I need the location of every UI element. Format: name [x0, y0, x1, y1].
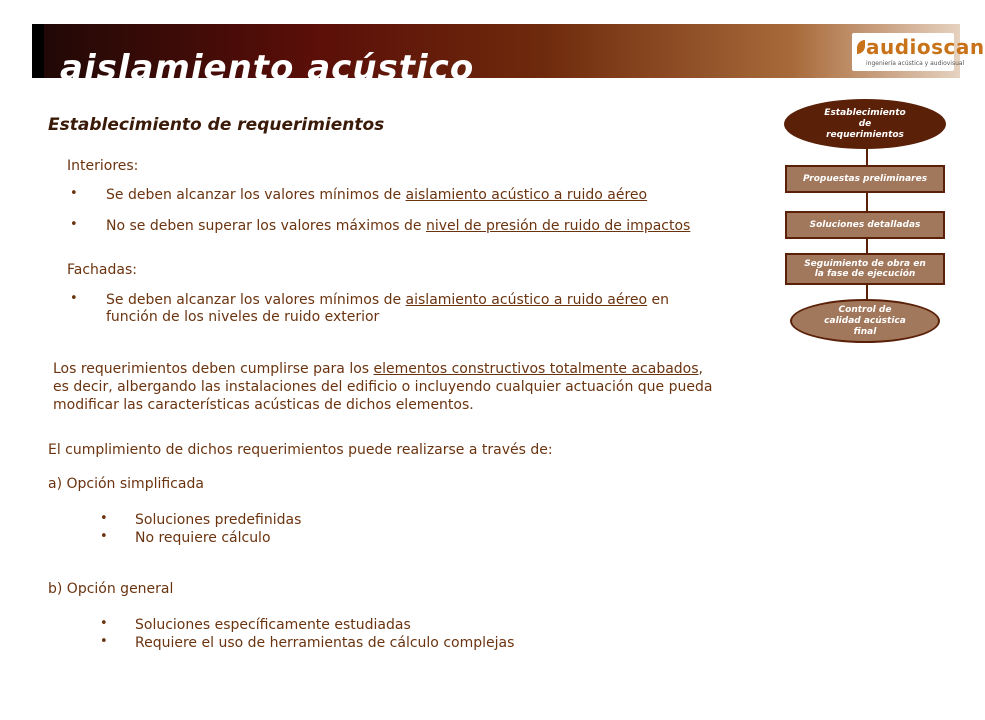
bullet-icon: • — [70, 217, 78, 232]
fachadas-item — [106, 291, 669, 309]
flow-connector — [866, 192, 868, 212]
flow-connector — [866, 148, 868, 166]
fachadas-label: Fachadas: — [67, 262, 137, 278]
page-title: aislamiento acústico — [60, 48, 475, 88]
paragraph-text: Los requerimientos deben cumplirse para los — [53, 361, 374, 377]
bullet-icon: • — [70, 291, 78, 306]
flow-step-3-label: Soluciones detalladas — [809, 220, 921, 230]
banner-edge — [32, 24, 44, 78]
fachadas-item-suffix: en — [647, 292, 670, 308]
logo-tagline: ingeniería acústica y audiovisual — [866, 60, 965, 67]
fachadas-item-line2: función de los niveles de ruido exterior — [106, 309, 380, 325]
flow-step-2-label: Propuestas preliminares — [802, 174, 928, 184]
link-ruido-impactos[interactable]: nivel de presión de ruido de impactos — [426, 218, 691, 234]
interiores-item-2 — [106, 217, 690, 235]
paragraph-comma: , — [698, 361, 703, 377]
flow-step-5-line: Control de — [838, 304, 892, 315]
compliance-intro: El cumplimiento de dichos requerimientos puede realizarse a través de: — [48, 442, 553, 458]
option-a-item: No requiere cálculo — [135, 530, 271, 546]
flow-step-seguimiento[interactable] — [785, 253, 945, 285]
section-heading: Establecimiento de requerimientos — [48, 115, 385, 135]
flow-step-4-line: la fase de ejecución — [814, 269, 916, 279]
option-b-label: b) Opción general — [48, 581, 174, 597]
paragraph-line-3: modificar las características acústicas de dichos elementos. — [53, 397, 474, 413]
interiores-item-2-text: No se deben superar los valores máximos de — [106, 218, 426, 234]
logo-name: audioscan — [866, 35, 985, 59]
paragraph-line-2: es decir, albergando las instalaciones del edificio o incluyendo cualquier actuación que pueda — [53, 379, 713, 395]
link-elementos-constructivos[interactable]: elementos constructivos totalmente acabados — [373, 361, 699, 377]
flow-step-4-label — [804, 259, 926, 279]
fachadas-item-text: Se deben alcanzar los valores mínimos de — [106, 292, 406, 308]
flow-step-5-label — [824, 305, 906, 338]
option-a-label: a) Opción simplificada — [48, 476, 204, 492]
bullet-icon: • — [100, 511, 108, 526]
flow-step-current[interactable] — [784, 99, 946, 149]
link-fachadas-aislamiento[interactable]: aislamiento acústico a ruido aéreo — [405, 292, 648, 308]
flow-step-1-line: Establecimiento — [824, 107, 906, 118]
flow-step-control[interactable] — [790, 299, 940, 343]
flow-step-1-line: de — [858, 118, 872, 129]
flow-connector — [866, 238, 868, 254]
interiores-item-1 — [106, 186, 647, 204]
bullet-icon: • — [70, 186, 78, 201]
bullet-icon: • — [100, 634, 108, 649]
flow-step-propuestas[interactable] — [785, 165, 945, 193]
flow-step-5-line: final — [853, 326, 877, 337]
paragraph-line-1 — [53, 360, 703, 378]
link-aislamiento-aereo[interactable]: aislamiento acústico a ruido aéreo — [405, 187, 648, 203]
flow-step-4-line: Seguimiento de obra en — [804, 259, 926, 269]
flow-connector — [866, 284, 868, 300]
bullet-icon: • — [100, 529, 108, 544]
bullet-icon: • — [100, 616, 108, 631]
option-b-item: Requiere el uso de herramientas de cálculo complejas — [135, 635, 515, 651]
flow-step-1-line: requerimientos — [826, 129, 904, 140]
flow-step-soluciones[interactable] — [785, 211, 945, 239]
option-b-item: Soluciones específicamente estudiadas — [135, 617, 411, 633]
flow-step-1-label — [824, 108, 905, 141]
option-a-item: Soluciones predefinidas — [135, 512, 302, 528]
flow-step-5-line: calidad acústica — [824, 315, 906, 326]
interiores-item-1-text: Se deben alcanzar los valores mínimos de — [106, 187, 406, 203]
interiores-label: Interiores: — [67, 158, 139, 174]
